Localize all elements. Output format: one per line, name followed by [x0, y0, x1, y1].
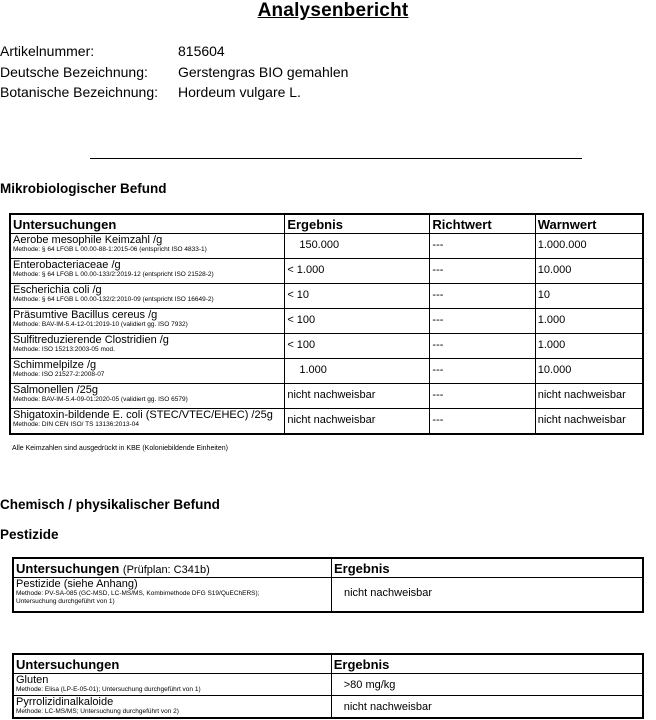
table-header-row: [10, 214, 643, 234]
richtwert-cell: ---: [430, 259, 535, 284]
test-method: Methode: § 64 LFGB L 00.00-132/2:2010-09 (entspricht ISO 16649-2): [13, 296, 214, 303]
result-cell: nicht nachweisbar: [331, 696, 643, 718]
table-row: [10, 409, 643, 434]
table-row: [10, 259, 643, 284]
test-name: Sulfitreduzierende Clostridien /g: [13, 334, 169, 346]
test-method: Untersuchung durchgeführt von 1): [16, 598, 115, 605]
result-cell: < 100: [285, 334, 430, 359]
test-name: Salmonellen /25g: [13, 384, 99, 396]
warnwert-cell: nicht nachweisbar: [535, 384, 643, 409]
richtwert-cell: ---: [430, 309, 535, 334]
test-method: Methode: ISO 21527-2:2008-07: [13, 371, 105, 378]
table-row: [13, 696, 643, 718]
richtwert-cell: ---: [430, 284, 535, 309]
col-header: Untersuchungen: [13, 654, 331, 674]
richtwert-cell: ---: [430, 384, 535, 409]
info-value: Gerstengras BIO gemahlen: [178, 64, 349, 80]
result-cell: 1.000: [285, 359, 430, 384]
test-name: Escherichia coli /g: [13, 284, 102, 296]
test-name: Pestizide (siehe Anhang): [16, 578, 138, 590]
table-row: [10, 234, 643, 259]
col-header: [13, 558, 331, 578]
result-cell: nicht nachweisbar: [285, 384, 430, 409]
result-cell: nicht nachweisbar: [331, 578, 643, 612]
table-row: [13, 578, 643, 612]
richtwert-cell: ---: [430, 359, 535, 384]
col-header: Untersuchungen: [10, 214, 285, 234]
test-method: Methode: BAV-IM-5.4-12-01:2019-10 (validiert gg. ISO 7932): [13, 321, 188, 328]
warnwert-cell: 10: [535, 284, 643, 309]
test-name: Shigatoxin-bildende E. coli (STEC/VTEC/EHEC) /25g: [13, 409, 273, 421]
section-heading-micro: Mikrobiologischer Befund: [0, 181, 167, 196]
test-method: Methode: § 64 LFGB L 00.00-88-1:2015-06 (entspricht ISO 4833-1): [13, 246, 207, 253]
test-method: Methode: § 64 LFGB L 00.00-133/2:2019-12 (entspricht ISO 21528-2): [13, 271, 214, 278]
test-method: Methode: PV-SA-085 (GC-MSD, LC-MS/MS, Kombimethode DFG S19/QuEChERS);: [16, 590, 260, 597]
col-header: Richtwert: [430, 214, 535, 234]
test-name: Präsumtive Bacillus cereus /g: [13, 309, 158, 321]
test-method: Methode: ISO 15213:2003-05 mod.: [13, 346, 115, 353]
pestizide-table: [12, 557, 644, 613]
info-value: 815604: [178, 43, 225, 59]
result-cell: < 1.000: [285, 259, 430, 284]
warnwert-cell: 1.000: [535, 334, 643, 359]
richtwert-cell: ---: [430, 234, 535, 259]
info-label: Botanische Bezeichnung:: [0, 84, 158, 100]
col-header: Ergebnis: [285, 214, 430, 234]
micro-table: [9, 213, 644, 435]
table-row: [10, 284, 643, 309]
col-header: Warnwert: [535, 214, 643, 234]
test-name: Aerobe mesophile Keimzahl /g: [13, 234, 163, 246]
footnote: Alle Keimzahlen sind ausgedrückt in KBE (Koloniebildende Einheiten): [12, 445, 228, 452]
warnwert-cell: 10.000: [535, 259, 643, 284]
table-row: [10, 334, 643, 359]
test-name: Pyrrolizidinalkaloide: [16, 696, 114, 708]
test-method: Methode: BAV-IM-5.4-09-01:2020-05 (validiert gg. ISO 6579): [13, 396, 188, 403]
divider: [90, 158, 582, 159]
table-row: [10, 359, 643, 384]
test-method: Methode: DIN CEN ISO/ TS 13136:2013-04: [13, 421, 139, 428]
table-header-row: [13, 654, 643, 674]
section-heading-pestizide: Pestizide: [0, 527, 59, 542]
test-name: Enterobacteriaceae /g: [13, 259, 121, 271]
info-label: Artikelnummer:: [0, 43, 95, 59]
col-header: Ergebnis: [331, 558, 643, 578]
result-cell: 150.000: [285, 234, 430, 259]
test-name: Schimmelpilze /g: [13, 359, 97, 371]
info-value: Hordeum vulgare L.: [178, 84, 301, 100]
warnwert-cell: 1.000: [535, 309, 643, 334]
result-cell: >80 mg/kg: [331, 674, 643, 696]
pruefplan-label: (Prüfplan: C341b): [122, 563, 210, 576]
richtwert-cell: ---: [430, 409, 535, 434]
warnwert-cell: 10.000: [535, 359, 643, 384]
table-header-row: [13, 558, 643, 578]
table-row: [10, 384, 643, 409]
warnwert-cell: nicht nachweisbar: [535, 409, 643, 434]
richtwert-cell: ---: [430, 334, 535, 359]
info-label: Deutsche Bezeichnung:: [0, 64, 148, 80]
test-method: Methode: LC-MS/MS; Untersuchung durchgeführt von 2): [16, 708, 179, 715]
table-row: [13, 674, 643, 696]
col-header-label: Untersuchungen: [16, 560, 120, 576]
result-cell: < 10: [285, 284, 430, 309]
test-method: Methode: Elisa (LP-E-05-01); Untersuchung durchgeführt von 1): [16, 686, 201, 693]
table-row: [10, 309, 643, 334]
result-cell: < 100: [285, 309, 430, 334]
section-heading-chem: Chemisch / physikalischer Befund: [0, 497, 220, 512]
other-table: [12, 653, 644, 719]
result-cell: nicht nachweisbar: [285, 409, 430, 434]
warnwert-cell: 1.000.000: [535, 234, 643, 259]
page-title: Analysenbericht: [257, 0, 409, 21]
test-name: Gluten: [16, 674, 49, 686]
col-header: Ergebnis: [331, 654, 643, 674]
